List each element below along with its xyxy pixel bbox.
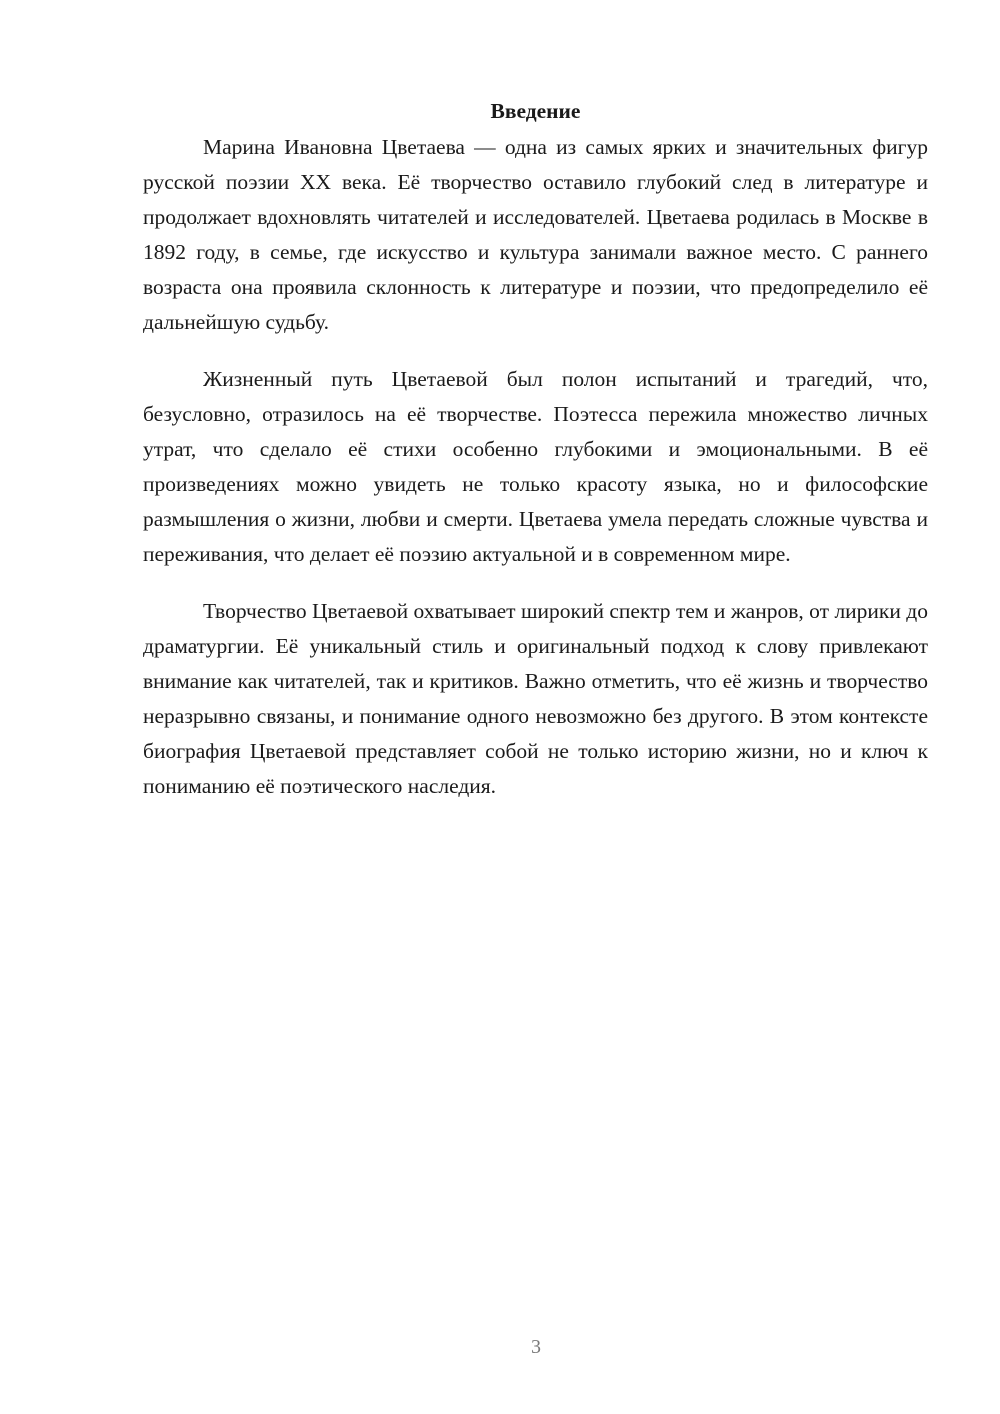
- paragraph: Жизненный путь Цветаевой был полон испытаний и трагедий, что, безусловно, отразилось на её творчестве. Поэтесса пережила множество личных утрат, что сделало её стихи особенно глубокими и эмоциональными. В её произведениях можно увидеть не только красоту языка, но и философские размышления о жизни, любви и смерти. Цветаева умела передать сложные чувства и переживания, что делает её поэзию актуальной и в современном мире.: [143, 367, 928, 566]
- page-number: 3: [531, 1336, 541, 1358]
- page-content: [143, 96, 928, 826]
- paragraph: Марина Ивановна Цветаева — одна из самых ярких и значительных фигур русской поэзии XX века. Её творчество оставило глубокий след в литературе и продолжает вдохновлять читателей и исследователей. Цветаева родилась в Москве в 1892 году, в семье, где искусство и культура занимали важное место. С раннего возраста она проявила склонность к литературе и поэзии, что предопределило её дальнейшую судьбу.: [143, 135, 928, 334]
- section-title: Введение: [490, 99, 581, 123]
- paragraph: Творчество Цветаевой охватывает широкий спектр тем и жанров, от лирики до драматургии. Её уникальный стиль и оригинальный подход к слову привлекают внимание как читателей, так и критиков. Важно отметить, что её жизнь и творчество неразрывно связаны, и понимание одного невозможно без другого. В этом контексте биография Цветаевой представляет собой не только историю жизни, но и ключ к пониманию её поэтического наследия.: [143, 599, 928, 798]
